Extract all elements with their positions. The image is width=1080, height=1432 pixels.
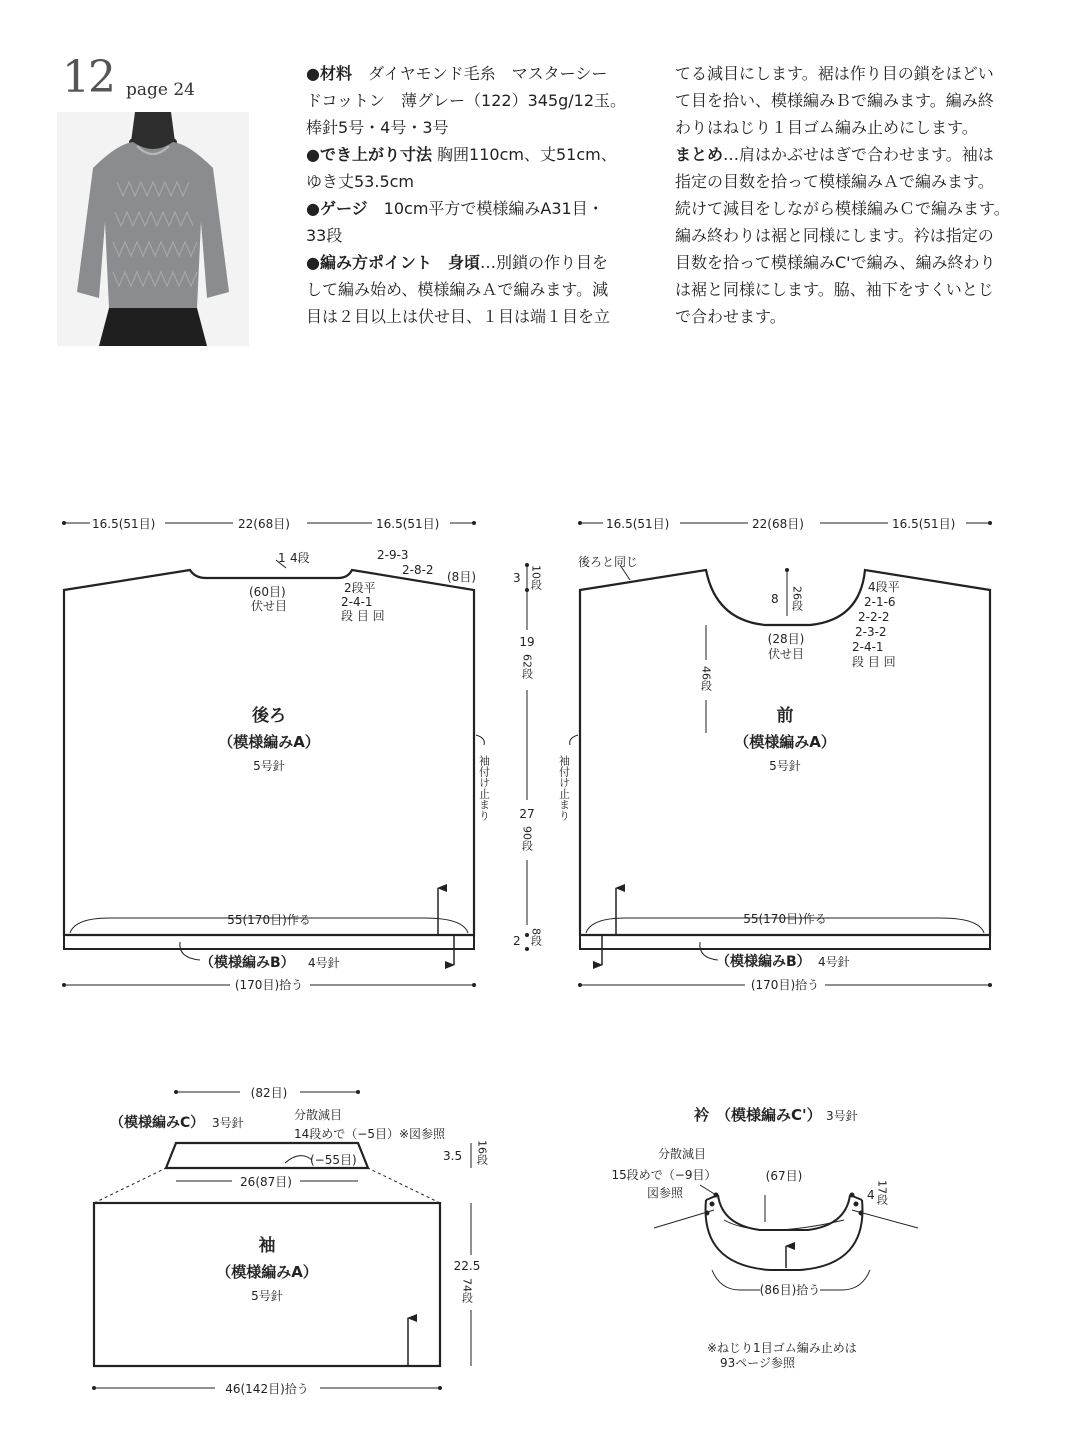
collar-footnote-1: ※ねじり1目ゴム編み止めは [707, 1341, 857, 1355]
instruction-text: 33段 [306, 226, 343, 245]
collar-title: 衿 [694, 1106, 710, 1124]
sleeve-dec-count: (−55目) [310, 1153, 357, 1167]
instruction-heading: ●ゲージ [306, 199, 368, 218]
back-dec-3: 段 目 回 [341, 609, 385, 623]
instruction-text: 胸囲110cm、丈51cm、 [431, 145, 617, 164]
instruction-text: て目を拾い、模様編みＢで編みます。編み終 [675, 91, 994, 110]
back-hem-needle: 4号針 [308, 956, 340, 970]
front-sleeve-mark: 袖付け止まり [557, 755, 571, 821]
pattern-number: 12 [62, 52, 114, 103]
instruction-text: して編み始め、模様編みＡで編みます。減 [306, 280, 609, 299]
front-pattern: （模様編みA） [734, 733, 836, 751]
front-dec-6: 段 目 回 [852, 655, 896, 669]
back-neck-rows: 4段 [290, 551, 310, 565]
front-hem-needle: 4号針 [818, 955, 850, 969]
vdim-low-cm: 27 [519, 807, 535, 821]
instruction-text: 棒針5号・4号・3号 [306, 118, 449, 137]
instruction-text: てる減目にします。裾は作り目の鎖をほどい [675, 64, 994, 83]
front-dec-4: 2-3-2 [855, 625, 887, 639]
sleeve-top-dim: (82目) [250, 1086, 288, 1100]
front-dec-2: 2-1-6 [864, 595, 896, 609]
vdim-mid-cm: 19 [519, 635, 535, 649]
sleeve-cuff-pattern: （模様編みC） [110, 1115, 205, 1131]
collar-height-rows: 17段 [875, 1180, 889, 1205]
collar-height-cm: 4 [867, 1188, 875, 1202]
front-side-rows: 46段 [699, 666, 713, 691]
instruction-text: わりはねじり１目ゴム編み止めにします。 [675, 118, 978, 137]
instruction-text: は裾と同様にします。脇、袖下をすくいとじ [675, 280, 994, 299]
front-neck-bind: (28目) [767, 632, 805, 646]
sleeve-cuff-cm: 3.5 [443, 1149, 463, 1163]
collar-dec-note-2: 15段めで（−9目） [611, 1168, 717, 1182]
front-title: 前 [776, 706, 794, 726]
back-title: 後ろ [252, 706, 286, 726]
vdim-hem-cm: 2 [513, 934, 521, 948]
collar-pattern: （模様編みC'） [716, 1106, 822, 1124]
back-hem-pattern: （模様編みB） [200, 955, 295, 971]
instruction-text: で合わせます。 [675, 307, 786, 326]
back-neck-bind: (60目) [249, 585, 286, 599]
collar-dec-note-3: 図参照 [646, 1186, 684, 1200]
back-neck-rows-label: 1 [278, 551, 286, 565]
vdim-top-cm: 3 [513, 571, 521, 585]
instruction-text: 続けて減目をしながら模様編みＣで編みます。 [675, 199, 1010, 218]
sleeve-cuff-rows: 16段 [475, 1140, 489, 1165]
front-pickup: (170目)拾う [750, 978, 820, 992]
collar-top-count: (67目) [765, 1169, 803, 1183]
front-dec-3: 2-2-2 [858, 610, 890, 624]
front-top-dim-right: 16.5(51目) [892, 517, 956, 531]
front-neck-rows: 26段 [790, 586, 804, 611]
back-shoulder-2: 2-8-2 [402, 563, 434, 577]
instruction-text: 目数を拾って模様編みC'で編み、編み終わり [675, 253, 996, 272]
instruction-text: ダイヤモンド毛糸 マスターシー [351, 64, 608, 83]
instruction-text: 指定の目数を拾って模様編みＡで編みます。 [675, 172, 994, 191]
collar-needle: 3号針 [826, 1109, 858, 1123]
instruction-text: 編み終わりは裾と同様にします。衿は指定の [675, 226, 994, 245]
instruction-text: ドコットン 薄グレー（122）345g/12玉。 [306, 91, 627, 110]
back-neck-bind-2: 伏せ目 [251, 599, 288, 613]
back-pattern: （模様編みA） [218, 733, 320, 751]
back-dec-2: 2-4-1 [341, 595, 373, 609]
back-top-dim-right: 16.5(51目) [376, 517, 440, 531]
instruction-heading: ●でき上がり寸法 [306, 145, 432, 164]
back-cast-on: 55(170目)作る [227, 913, 311, 927]
sleeve-needle: 5号針 [251, 1289, 283, 1303]
front-dec-5: 2-4-1 [852, 640, 884, 654]
back-shoulder-1: 2-9-3 [377, 548, 409, 562]
sleeve-cuff-needle: 3号針 [212, 1116, 244, 1130]
sleeve-pickup: 46(142目)拾う [225, 1382, 309, 1396]
instruction-heading: まとめ [675, 145, 724, 164]
front-dec-1: 4段平 [868, 580, 900, 594]
instruction-heading: ●材料 [306, 64, 352, 83]
sleeve-height-rows: 74段 [460, 1278, 474, 1303]
vdim-low-rows: 90段 [520, 826, 534, 851]
sleeve-height-cm: 22.5 [453, 1259, 481, 1273]
sleeve-dec-note-2: 14段めで（−5目）※図参照 [294, 1127, 446, 1141]
page-reference: page 24 [126, 80, 195, 100]
front-neck-bind-2: 伏せ目 [767, 647, 805, 661]
front-needle: 5号針 [769, 759, 801, 773]
vdim-top-rows: 10段 [529, 565, 543, 590]
instruction-heading: ●編み方ポイント 身頃 [306, 253, 480, 272]
sleeve-cuff-width: 26(87目) [240, 1175, 292, 1189]
front-cast-on: 55(170目)作る [743, 912, 827, 926]
instruction-text: 目は２目以上は伏せ目、１目は端１目を立 [306, 307, 611, 326]
sleeve-dec-note-1: 分散減目 [294, 1108, 343, 1122]
back-pickup: (170目)拾う [234, 978, 304, 992]
collar-dec-note-1: 分散減目 [657, 1147, 707, 1161]
front-top-dim-mid: 22(68目) [752, 517, 804, 531]
collar-footnote-2: 93ページ参照 [720, 1356, 796, 1370]
instruction-text: ゆき丈53.5cm [306, 172, 415, 191]
sleeve-pattern: （模様編みA） [216, 1263, 318, 1281]
instruction-text: 10cm平方で模様編みA31目・ [367, 199, 604, 218]
back-top-dim-left: 16.5(51目) [92, 517, 156, 531]
sleeve-title: 袖 [258, 1236, 276, 1256]
back-dec-1: 2段平 [344, 581, 376, 595]
instruction-text: …肩はかぶせはぎで合わせます。袖は [723, 145, 994, 164]
vdim-hem-rows: 8段 [529, 928, 543, 946]
back-sleeve-mark: 袖付け止まり [477, 755, 491, 821]
instruction-text: …別鎖の作り目を [479, 253, 608, 272]
collar-pickup: (86目)拾う [759, 1283, 821, 1297]
front-neck-depth: 8 [771, 592, 779, 606]
back-needle: 5号針 [253, 759, 285, 773]
front-hem-pattern: （模様編みB） [716, 954, 811, 970]
vdim-mid-rows: 62段 [520, 654, 534, 679]
front-top-dim-left: 16.5(51目) [606, 517, 670, 531]
front-same-as-back: 後ろと同じ [578, 555, 639, 569]
back-top-dim-mid: 22(68目) [238, 517, 290, 531]
back-shoulder-total: (8目) [447, 570, 476, 584]
